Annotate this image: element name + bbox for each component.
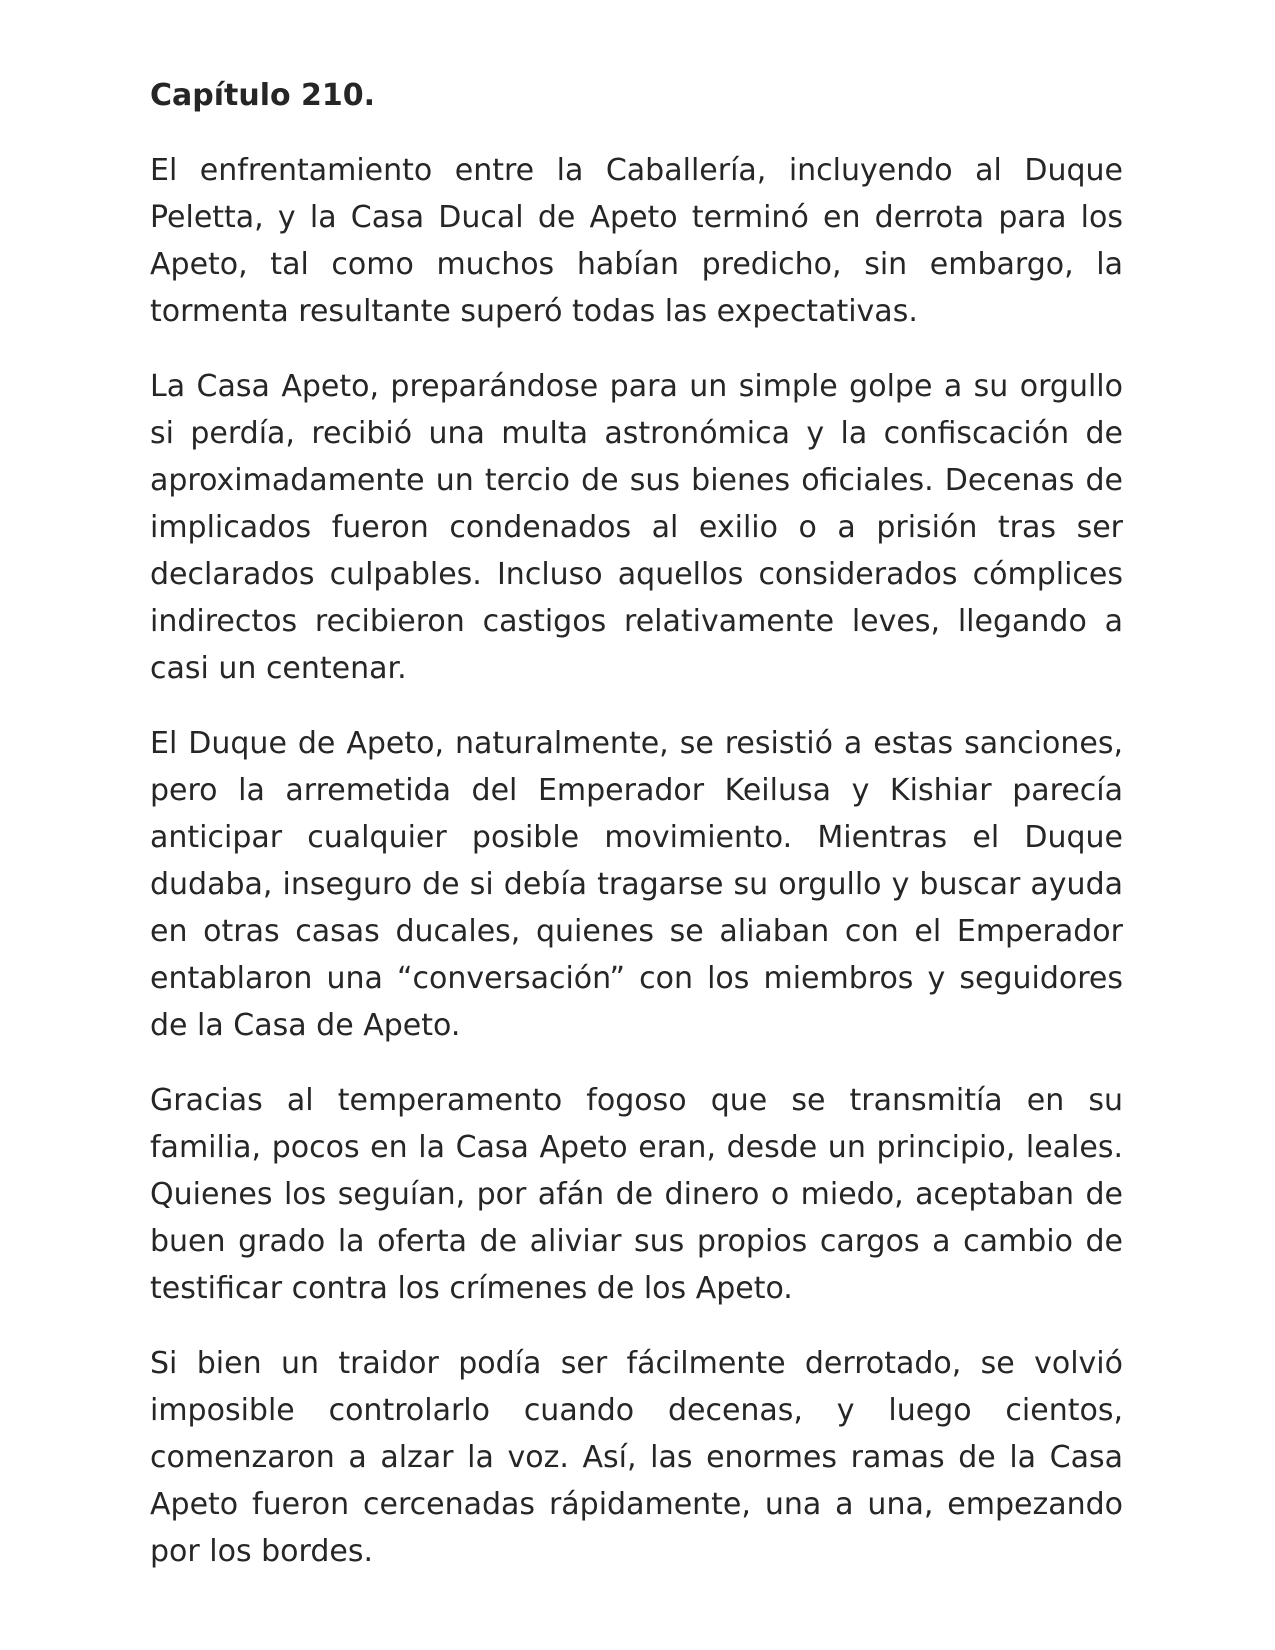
paragraph-1: El enfrentamiento entre la Caballería, incluyendo al Duque Peletta, y la Casa Ducal de Apeto terminó en derrota para los Apeto, tal como muchos habían predicho, sin embargo, la tormenta resultante superó todas las expectativas. <box>150 153 1123 329</box>
chapter-title: Capítulo 210. <box>150 78 376 113</box>
document-page <box>150 72 1123 1603</box>
paragraph-4: Gracias al temperamento fogoso que se transmitía en su familia, pocos en la Casa Apeto eran, desde un principio, leales. Quienes los seguían, por afán de dinero o miedo, aceptaban de buen grado la oferta de aliviar sus propios cargos a cambio de testificar contra los crímenes de los Apeto. <box>150 1083 1123 1306</box>
paragraph-5: Si bien un traidor podía ser fácilmente derrotado, se volvió imposible controlarlo cuando decenas, y luego cientos, comenzaron a alzar la voz. Así, las enormes ramas de la Casa Apeto fueron cercenadas rápidamente, una a una, empezando por los bordes. <box>150 1346 1123 1569</box>
paragraph-2: La Casa Apeto, preparándose para un simple golpe a su orgullo si perdía, recibió una multa astronómica y la confiscación de aproximadamente un tercio de sus bienes oficiales. Decenas de implicados fueron condenados al exilio o a prisión tras ser declarados culpables. Incluso aquellos considerados cómplices indirectos recibieron castigos relativamente leves, llegando a casi un centenar. <box>150 369 1123 686</box>
paragraph-3: El Duque de Apeto, naturalmente, se resistió a estas sanciones, pero la arremetida del Emperador Keilusa y Kishiar parecía anticipar cualquier posible movimiento. Mientras el Duque dudaba, inseguro de si debía tragarse su orgullo y buscar ayuda en otras casas ducales, quienes se aliaban con el Emperador entablaron una “conversación” con los miembros y seguidores de la Casa de Apeto. <box>150 726 1123 1043</box>
